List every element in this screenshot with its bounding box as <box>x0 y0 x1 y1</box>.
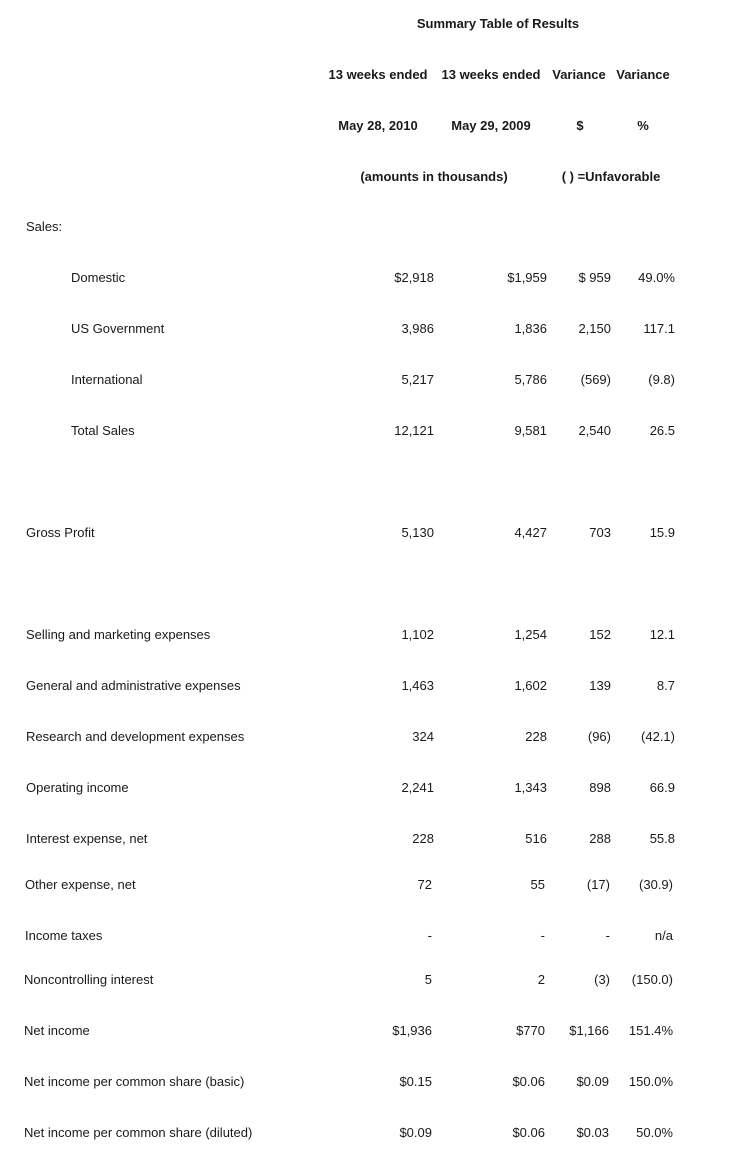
cell-2010: 2,241 <box>401 780 434 795</box>
col4-header-line1: Variance <box>616 67 670 82</box>
unfavorable-note: ( ) =Unfavorable <box>561 169 661 184</box>
row-label: Noncontrolling interest <box>24 972 154 987</box>
col3-header-line1: Variance <box>552 67 606 82</box>
cell-variance-percent: 15.9 <box>649 525 675 540</box>
cell-variance-dollar: $0.09 <box>576 1074 609 1089</box>
col2-header-line1: 13 weeks ended <box>441 67 541 82</box>
cell-2009: 1,602 <box>514 678 547 693</box>
cell-2010: 3,986 <box>401 321 434 336</box>
cell-2009: $0.06 <box>512 1125 545 1140</box>
cell-2010: $0.09 <box>399 1125 432 1140</box>
cell-2010: 5,217 <box>401 372 434 387</box>
cell-variance-percent: 12.1 <box>649 627 675 642</box>
cell-2009: $1,959 <box>507 270 547 285</box>
cell-variance-dollar: $0.03 <box>576 1125 609 1140</box>
row-label: Net income per common share (diluted) <box>24 1125 253 1140</box>
cell-2010: - <box>427 928 432 943</box>
cell-variance-dollar: 898 <box>589 780 611 795</box>
table-title: Summary Table of Results <box>416 16 580 31</box>
row-label: International <box>71 372 143 387</box>
cell-2009: 1,343 <box>514 780 547 795</box>
cell-2009: $0.06 <box>512 1074 545 1089</box>
cell-2010: 72 <box>417 877 432 892</box>
cell-variance-dollar: (3) <box>594 972 610 987</box>
amounts-note: (amounts in thousands) <box>360 169 508 184</box>
cell-variance-dollar: (569) <box>580 372 611 387</box>
cell-variance-dollar: (17) <box>586 877 610 892</box>
cell-variance-percent: 150.0% <box>628 1074 673 1089</box>
row-label: Net income per common share (basic) <box>24 1074 245 1089</box>
row-label: US Government <box>71 321 165 336</box>
cell-2009: $770 <box>516 1023 545 1038</box>
cell-2009: 1,254 <box>514 627 547 642</box>
cell-2010: 5 <box>424 972 432 987</box>
cell-2009: 1,836 <box>514 321 547 336</box>
cell-variance-dollar: $1,166 <box>569 1023 609 1038</box>
col4-header-line2: % <box>637 118 649 133</box>
row-label: Total Sales <box>71 423 135 438</box>
cell-variance-dollar: 703 <box>589 525 611 540</box>
cell-2009: 5,786 <box>514 372 547 387</box>
cell-variance-percent: 50.0% <box>636 1125 673 1140</box>
cell-variance-percent: 66.9 <box>649 780 675 795</box>
row-label: Domestic <box>71 270 126 285</box>
row-label: Selling and marketing expenses <box>26 627 211 642</box>
cell-variance-percent: n/a <box>654 928 673 943</box>
cell-variance-dollar: 139 <box>589 678 611 693</box>
cell-variance-dollar: $ 959 <box>578 270 611 285</box>
cell-variance-percent: (9.8) <box>648 372 675 387</box>
row-label: General and administrative expenses <box>26 678 241 693</box>
cell-2010: 324 <box>412 729 434 744</box>
col1-header-line1: 13 weeks ended <box>328 67 428 82</box>
cell-variance-percent: (30.9) <box>639 877 673 892</box>
sales-section-label: Sales: <box>26 219 63 234</box>
cell-2009: 516 <box>525 831 547 846</box>
cell-variance-percent: 151.4% <box>628 1023 673 1038</box>
col3-header-line2: $ <box>576 118 584 133</box>
cell-2009: - <box>540 928 545 943</box>
cell-variance-percent: 117.1 <box>643 321 675 336</box>
cell-2010: 5,130 <box>401 525 434 540</box>
cell-variance-dollar: 288 <box>589 831 611 846</box>
cell-variance-dollar: 2,540 <box>578 423 611 438</box>
cell-variance-dollar: 2,150 <box>578 321 611 336</box>
row-label: Operating income <box>26 780 129 795</box>
cell-2009: 9,581 <box>514 423 547 438</box>
cell-variance-percent: 49.0% <box>638 270 675 285</box>
cell-2009: 55 <box>530 877 545 892</box>
col1-header-line2: May 28, 2010 <box>338 118 418 133</box>
cell-2010: 228 <box>412 831 434 846</box>
cell-2009: 4,427 <box>514 525 547 540</box>
cell-2010: $0.15 <box>399 1074 432 1089</box>
cell-2010: $2,918 <box>394 270 434 285</box>
cell-variance-percent: 8.7 <box>656 678 675 693</box>
cell-variance-percent: (42.1) <box>641 729 675 744</box>
cell-variance-percent: 55.8 <box>649 831 675 846</box>
cell-variance-percent: (150.0) <box>631 972 673 987</box>
cell-2010: 1,463 <box>401 678 434 693</box>
cell-variance-dollar: 152 <box>589 627 611 642</box>
row-label: Interest expense, net <box>26 831 148 846</box>
row-label: Income taxes <box>25 928 103 943</box>
cell-2010: $1,936 <box>392 1023 432 1038</box>
cell-variance-dollar: (96) <box>587 729 611 744</box>
row-label: Gross Profit <box>26 525 95 540</box>
col2-header-line2: May 29, 2009 <box>451 118 531 133</box>
cell-2010: 1,102 <box>401 627 434 642</box>
cell-2009: 228 <box>525 729 547 744</box>
cell-2010: 12,121 <box>394 423 434 438</box>
cell-variance-percent: 26.5 <box>649 423 675 438</box>
cell-variance-dollar: - <box>605 928 610 943</box>
row-label: Net income <box>24 1023 90 1038</box>
row-label: Research and development expenses <box>26 729 245 744</box>
cell-2009: 2 <box>537 972 545 987</box>
row-label: Other expense, net <box>25 877 136 892</box>
